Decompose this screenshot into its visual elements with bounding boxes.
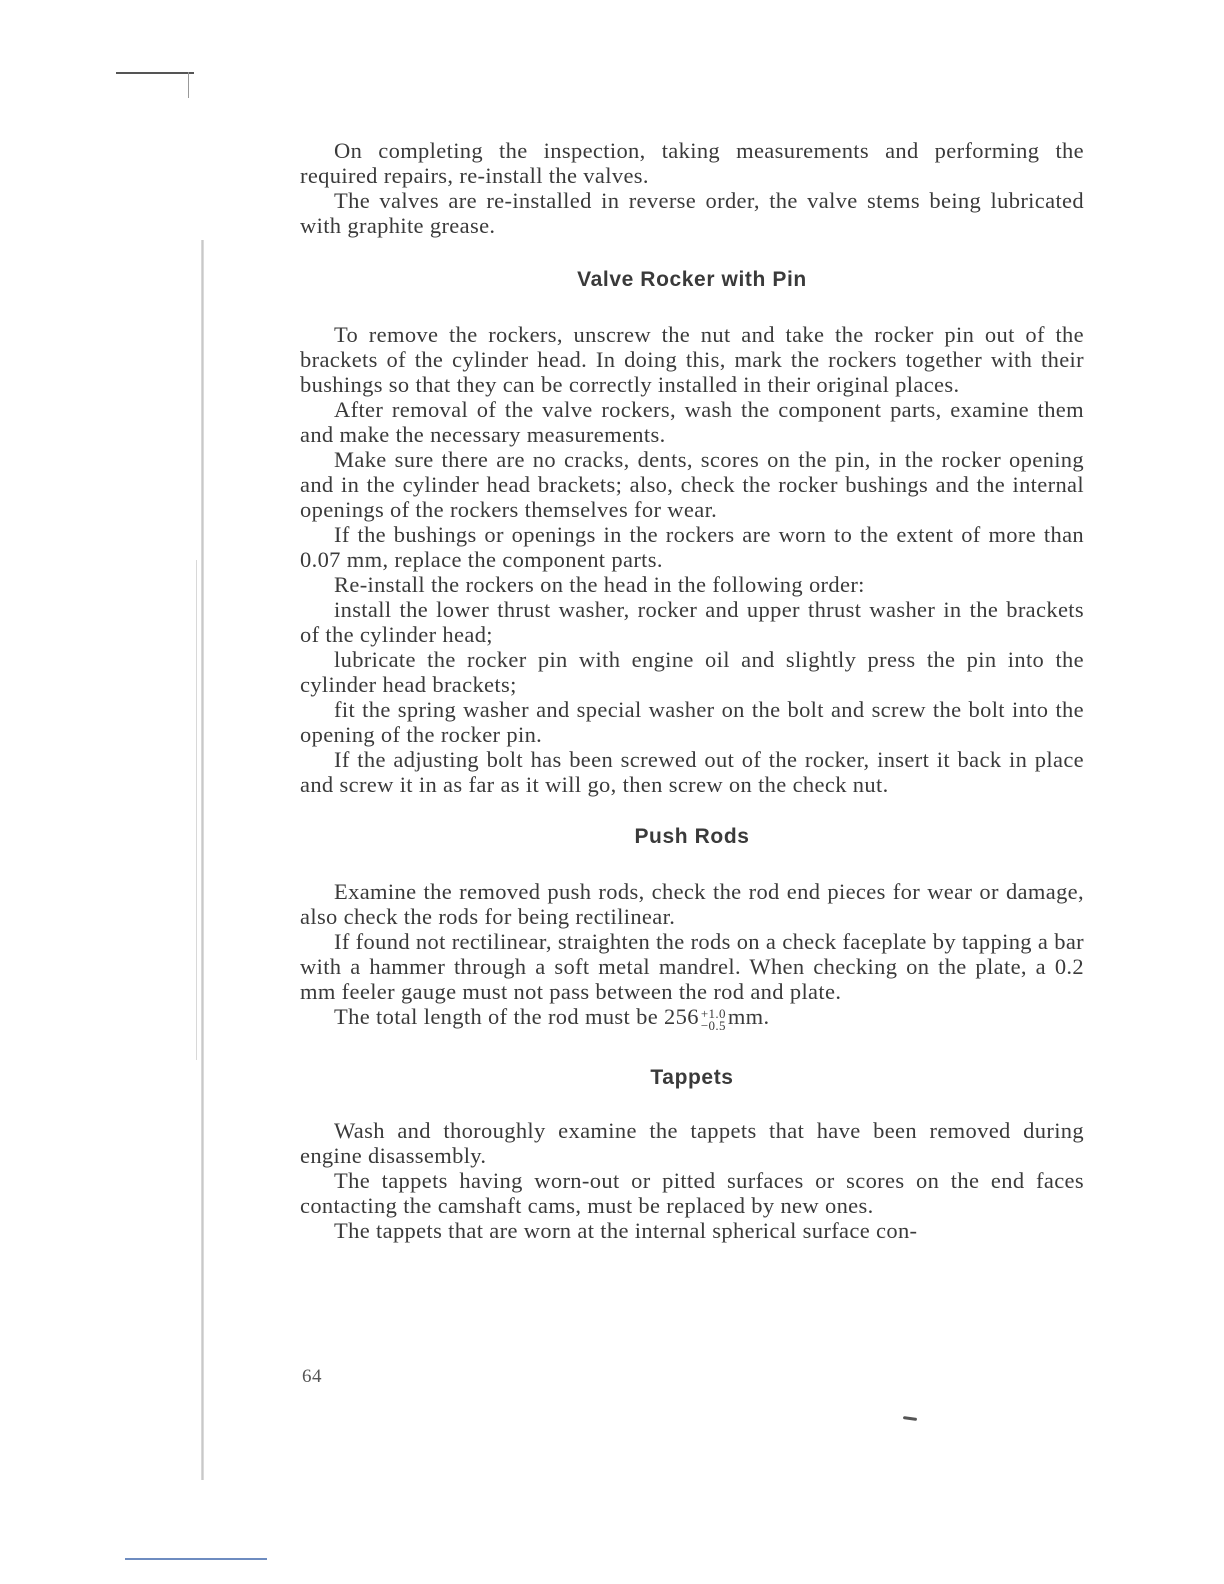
paragraph: Wash and thoroughly examine the tappets that have been removed during engine disassembly. — [300, 1118, 1084, 1168]
paragraph: The tappets that are worn at the internal spherical surface con- — [334, 1218, 918, 1243]
rod-length-paragraph — [300, 1004, 1084, 1032]
page-body — [300, 138, 1084, 1243]
paragraph: If found not rectilinear, straighten the rods on a check faceplate by tapping a bar with a hammer through a soft metal mandrel. When checking on the plate, a 0.2 mm feeler gauge must not pass between the rod and plate. — [300, 929, 1084, 1004]
paragraph: The valves are re-installed in reverse order, the valve stems being lubricated with graphite grease. — [300, 188, 1084, 238]
tolerance-formula — [701, 1008, 726, 1032]
scan-mark-tick — [188, 72, 189, 98]
paragraph: If the adjusting bolt has been screwed out of the rocker, insert it back in place and screw it in as far as it will go, then screw on the check nut. — [300, 747, 1084, 797]
paragraph: fit the spring washer and special washer on the bolt and screw the bolt into the opening of the rocker pin. — [300, 697, 1084, 747]
tolerance-upper: +1.0 — [700, 1006, 726, 1021]
binding-shadow-inner — [196, 560, 197, 1060]
section-heading-valve-rocker: Valve Rocker with Pin — [577, 268, 807, 291]
section-heading-push-rods: Push Rods — [634, 825, 750, 848]
paragraph: On completing the inspection, taking measurements and performing the required repairs, re-install the valves. — [300, 138, 1084, 188]
scan-mark-top — [116, 72, 194, 74]
paragraph: install the lower thrust washer, rocker and upper thrust washer in the brackets of the cylinder head; — [300, 597, 1084, 647]
scan-mark-bottom — [125, 1558, 267, 1560]
rod-length-suffix: mm. — [727, 1004, 770, 1029]
paragraph: After removal of the valve rockers, wash the component parts, examine them and make the necessary measurements. — [300, 397, 1084, 447]
stray-mark — [903, 1416, 917, 1421]
paragraph: lubricate the rocker pin with engine oil and slightly press the pin into the cylinder head brackets; — [300, 647, 1084, 697]
paragraph: To remove the rockers, unscrew the nut and take the rocker pin out of the brackets of the cylinder head. In doing this, mark the rockers together with their bushings so that they can be correctly installed in their original places. — [300, 322, 1084, 397]
section-heading-tappets: Tappets — [650, 1066, 734, 1089]
tolerance-lower: −0.5 — [700, 1018, 726, 1033]
paragraph: Re-install the rockers on the head in the following order: — [334, 572, 865, 597]
rod-length-prefix: The total length of the rod must be 256 — [334, 1004, 699, 1029]
paragraph: The tappets having worn-out or pitted surfaces or scores on the end faces contacting the camshaft cams, must be replaced by new ones. — [300, 1168, 1084, 1218]
paragraph: Make sure there are no cracks, dents, scores on the pin, in the rocker opening and in the cylinder head brackets; also, check the rocker bushings and the internal openings of the rockers themselves for wear. — [300, 447, 1084, 522]
binding-shadow — [201, 240, 204, 1480]
paragraph: If the bushings or openings in the rockers are worn to the extent of more than 0.07 mm, replace the component parts. — [300, 522, 1084, 572]
page-number: 64 — [302, 1366, 322, 1387]
paragraph: Examine the removed push rods, check the rod end pieces for wear or damage, also check the rods for being rectilinear. — [300, 879, 1084, 929]
